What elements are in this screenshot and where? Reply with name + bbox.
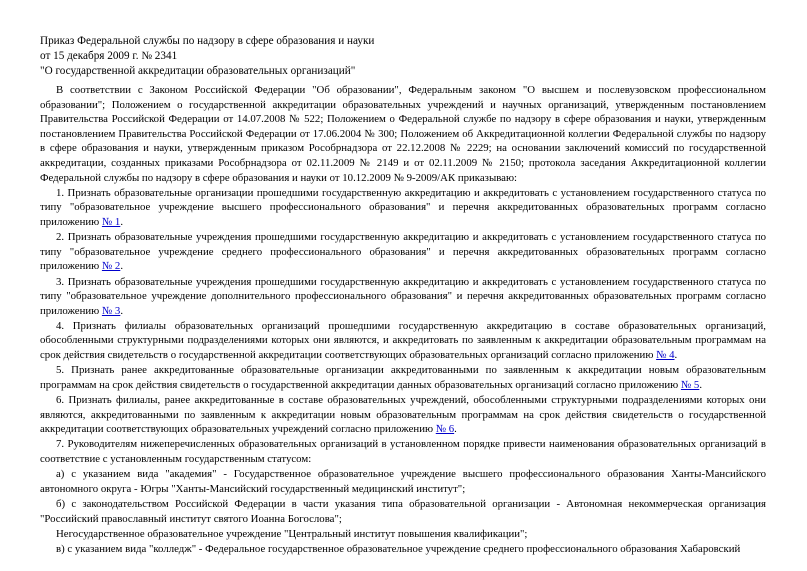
order-title: Приказ Федеральной службы по надзору в сфере образования и науки: [40, 35, 375, 47]
item-7b-paragraph: б) с законодательством Российской Федерации в части указания типа образовательной организации - Автономная некоммерческая организация "Российский православный институт святого Иоанна Богослова";: [40, 497, 766, 525]
appendix-link[interactable]: № 2: [101, 260, 121, 273]
item-paragraph: [40, 393, 766, 437]
appendix-link[interactable]: № 5: [680, 378, 700, 391]
item-tail: .: [674, 349, 678, 362]
item-paragraph: [40, 363, 766, 392]
preamble-paragraph: В соответствии с Законом Российской Федерации "Об образовании", Федеральным законом "О высшем и послевузовском профессиональном образовании"; Положением о государственной аккредитации образовательных учреждений и научных организаций, утвержденным постановлением Правительства Российской Федерации от 14.07.2008 № 522; Положением о Федеральной службе по надзору в сфере образования и науки, утвержденным постановлением Правительства Российской Федерации от 17.06.2004 № 300; Положением об Аккредитационной коллегии Федеральной службы по надзору в сфере образования и науки, утвержденным приказом Рособрнадзора от 22.12.2008 № 2229; на основании заключений комиссий по государственной аккредитации, созданных приказами Рособрнадзора от 02.11.2009 № 2149 и от 02.11.2009 № 2150; протокола заседания Аккредитационной коллегии Федеральной службы по надзору в сфере образования и науки от 10.12.2009 № 9-2009/АК приказываю:: [40, 84, 766, 184]
item-tail: .: [120, 260, 124, 273]
item-text: 6. Признать филиалы, ранее аккредитованные в составе образовательных учреждений, обособленными структурными подразделениями которых они являются, аккредитованными по заявленным к аккредитации новым образовательным программам на срок действия свидетельств о государственной аккредитации соответствующих образовательных учреждений согласно приложению: [40, 394, 766, 436]
document-header: [40, 34, 374, 79]
item-paragraph: [40, 275, 766, 319]
appendix-link[interactable]: № 4: [656, 349, 675, 362]
item-tail: .: [120, 215, 124, 228]
item-tail: .: [454, 423, 457, 436]
item-7-paragraph: 7. Руководителям нижеперечисленных образовательных организаций в установленном порядке привести наименования образовательных организаций в соответствие с установленным государственным статусом:: [40, 438, 766, 465]
item-text: 3. Признать образовательные учреждения прошедшими государственную аккредитацию и аккредитовать с установлением государственного статуса по типу "образовательное учреждение дополнительного профессионального образования" и перечня аккредитованных образовательных программ согласно приложению: [40, 275, 766, 317]
item-paragraph: [40, 319, 766, 363]
item-text: 4. Признать филиалы образовательных организаций прошедшими государственную аккредитацию в составе образовательных организаций, обособленными структурными подразделениями которых они являются, и аккредитовать по заявленным к аккредитации образовательным программам на срок действия свидетельств о государственной аккредитации соответствующих образовательных организаций согласно приложению: [40, 319, 766, 362]
item-7c-paragraph: в) с указанием вида "колледж" - Федеральное государственное образовательное учреждение среднего профессионального образования Хабаровский: [56, 542, 741, 555]
appendix-link[interactable]: № 6: [435, 423, 455, 436]
item-tail: .: [120, 304, 124, 317]
item-paragraph: [40, 230, 766, 274]
item-paragraph: [40, 186, 766, 230]
document-body: [40, 83, 766, 557]
item-text: 2. Признать образовательные учреждения прошедшими государственную аккредитацию и аккредитовать с установлением государственного статуса по типу "образовательное учреждение среднего профессионального образования" и перечня аккредитованных образовательных программ согласно приложению: [40, 231, 766, 273]
appendix-link[interactable]: № 1: [101, 215, 121, 228]
item-7b-continuation: Негосударственное образовательное учреждение "Центральный институт повышения квалификации";: [56, 527, 528, 540]
item-text: 5. Признать ранее аккредитованные образовательные организации аккредитованными по заявленным к аккредитации новым образовательным программам на срок действия свидетельств о государственной аккредитации данных образовательных организаций согласно приложению: [40, 364, 766, 391]
item-text: 1. Признать образовательные организации прошедшими государственную аккредитацию и аккредитовать с установлением государственного статуса по типу "образовательное учреждение высшего профессионального образования" и перечня аккредитованных образовательных программ согласно приложению: [40, 186, 766, 228]
item-tail: .: [699, 378, 703, 391]
order-subject: "О государственной аккредитации образовательных организаций": [40, 65, 356, 77]
item-7a-paragraph: а) с указанием вида "академия" - Государственное образовательное учреждение высшего профессионального образования Ханты-Мансийского автономного округа - Югры "Ханты-Мансийский государственный медицинский институт";: [40, 468, 766, 495]
appendix-link[interactable]: № 3: [101, 304, 121, 317]
order-date-number: от 15 декабря 2009 г. № 2341: [40, 50, 178, 62]
